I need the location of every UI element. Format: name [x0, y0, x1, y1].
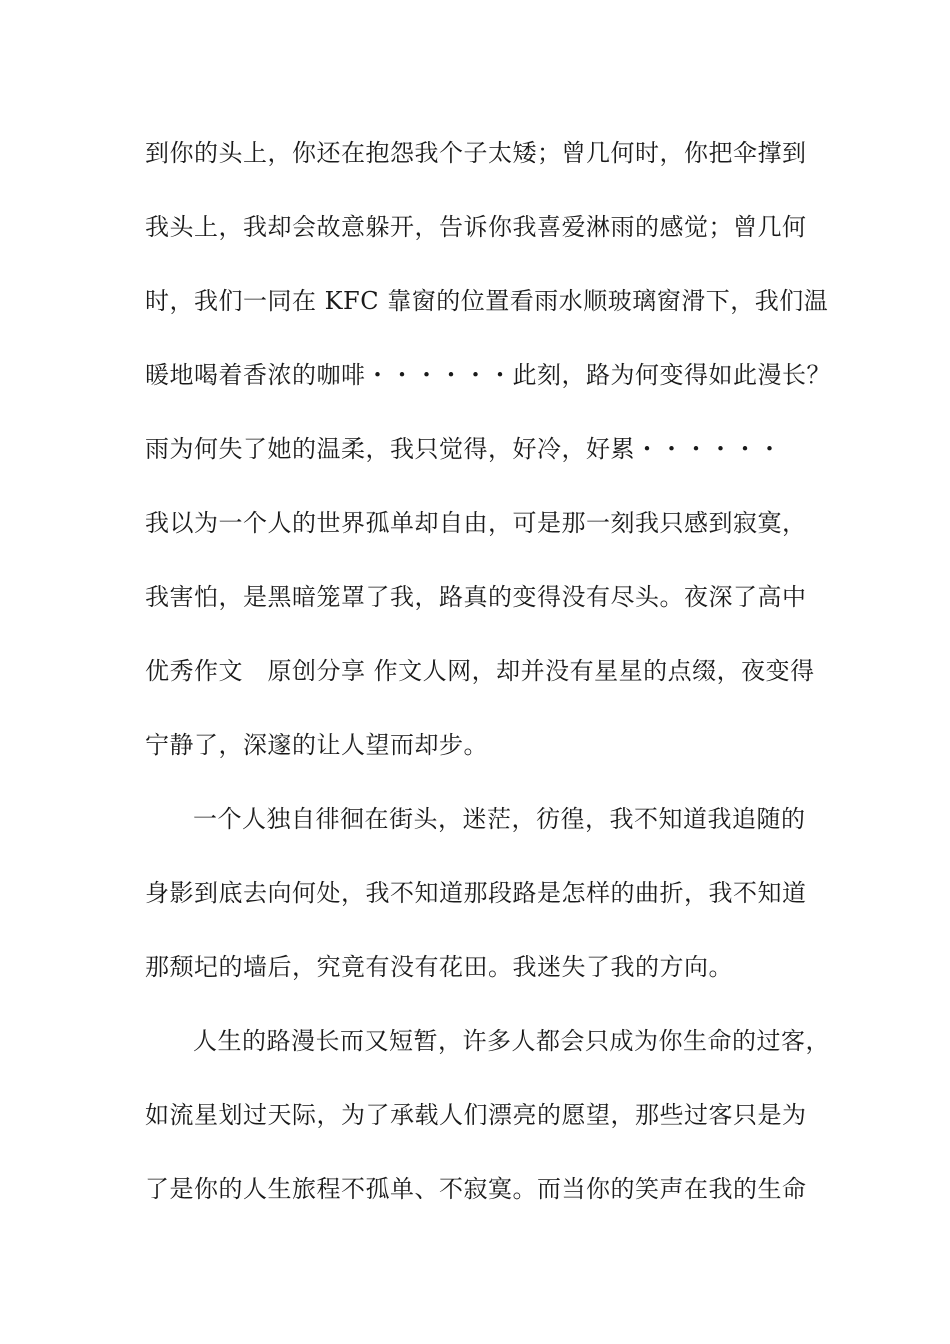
text-line: 如流星划过天际，为了承载人们漂亮的愿望，那些过客只是为 — [145, 1101, 807, 1129]
text-line: 雨为何失了她的温柔，我只觉得，好冷，好累・・・・・・ — [145, 435, 782, 463]
text-line: 了是你的人生旅程不孤单、不寂寞。而当你的笑声在我的生命 — [145, 1175, 807, 1203]
text-line: 我害怕，是黑暗笼罩了我，路真的变得没有尽头。夜深了高中 — [145, 583, 807, 611]
text-line: 那颓圮的墙后，究竟有没有花田。我迷失了我的方向。 — [145, 953, 733, 981]
text-line: 我以为一个人的世界孤单却自由，可是那一刻我只感到寂寞， — [145, 509, 807, 537]
paragraph-start-line: 一个人独自徘徊在街头，迷茫，彷徨，我不知道我追随的 — [193, 805, 806, 833]
body-text — [145, 133, 831, 1243]
text-line: 我头上，我却会故意躲开，告诉你我喜爱淋雨的感觉；曾几何 — [145, 213, 807, 241]
paragraph-start-line: 人生的路漫长而又短暂，许多人都会只成为你生命的过客， — [193, 1027, 830, 1055]
text-line: 身影到底去向何处，我不知道那段路是怎样的曲折，我不知道 — [145, 879, 807, 907]
text-line: 暖地喝着香浓的咖啡・・・・・・此刻，路为何变得如此漫长？ — [145, 361, 831, 389]
text-line: 到你的头上，你还在抱怨我个子太矮；曾几何时，你把伞撑到 — [145, 139, 807, 167]
text-line: 宁静了，深邃的让人望而却步。 — [145, 731, 488, 759]
text-line: 时，我们一同在 KFC 靠窗的位置看雨水顺玻璃窗滑下，我们温 — [145, 287, 829, 315]
text-line: 优秀作文 原创分享 作文人网，却并没有星星的点缀，夜变得 — [145, 657, 815, 685]
